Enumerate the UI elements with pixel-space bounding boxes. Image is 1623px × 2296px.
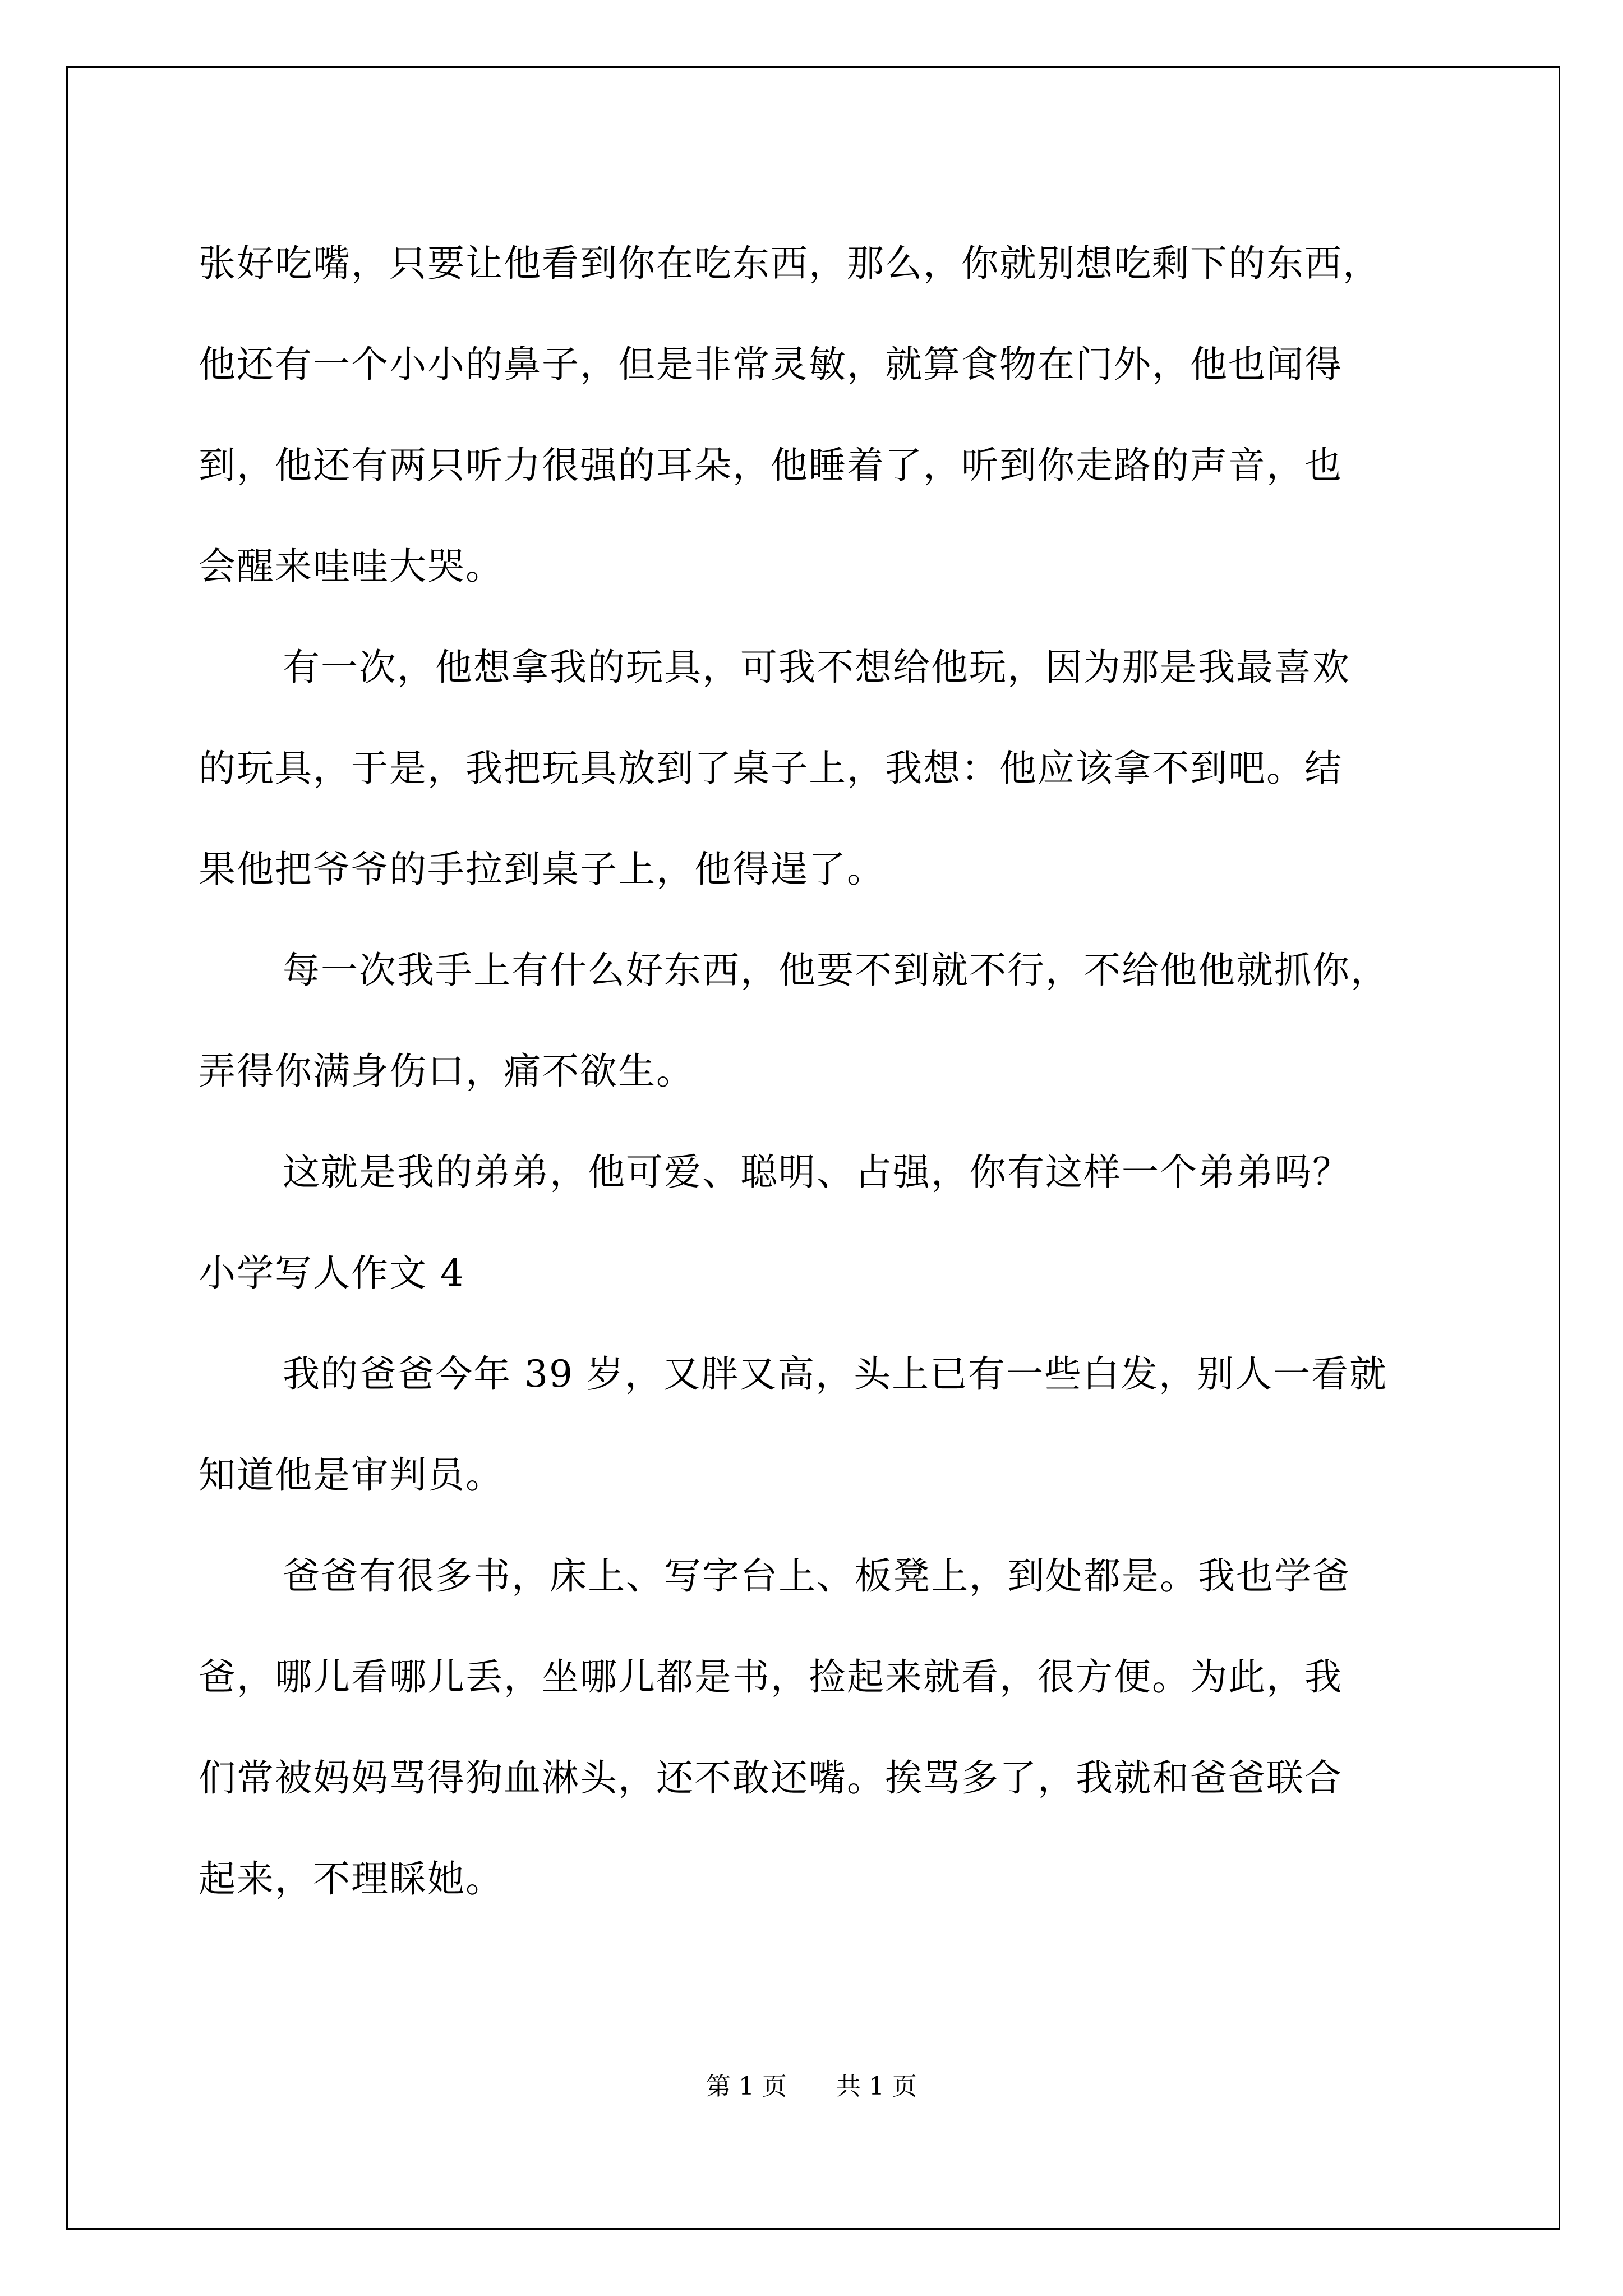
text-line: 起来，不理睬她。 (199, 1857, 504, 1901)
text-line: 到，他还有两只听力很强的耳朵，他睡着了，听到你走路的声音，也 (199, 444, 1343, 487)
text-line: 每一次我手上有什么好东西，他要不到就不行，不给他他就抓你， (283, 949, 1389, 992)
page-footer (0, 2070, 1623, 2104)
text-line: 我的爸爸今年 39 岁，又胖又高，头上已有一些白发，别人一看就 (283, 1352, 1387, 1396)
text-line: 张好吃嘴，只要让他看到你在吃东西，那么，你就别想吃剩下的东西， (199, 242, 1381, 285)
text-line: 这就是我的弟弟，他可爱、聪明、占强，你有这样一个弟弟吗？ (283, 1151, 1350, 1194)
text-line: 的玩具，于是，我把玩具放到了桌子上，我想：他应该拿不到吧。结 (199, 747, 1343, 790)
page-total: 共 1 页 (836, 2072, 917, 2101)
text-line: 爸爸有很多书，床上、写字台上、板凳上，到处都是。我也学爸 (283, 1554, 1350, 1598)
text-line: 知道他是审判员。 (199, 1453, 504, 1497)
page-number: 第 1 页 (706, 2072, 787, 2101)
text-line: 果他把爷爷的手拉到桌子上，他得逞了。 (199, 848, 885, 891)
text-line: 会醒来哇哇大哭。 (199, 545, 504, 588)
text-line: 爸，哪儿看哪儿丢，坐哪儿都是书，捡起来就看，很方便。为此，我 (199, 1655, 1343, 1699)
document-body (199, 213, 1444, 1930)
text-line: 有一次，他想拿我的玩具，可我不想给他玩，因为那是我最喜欢 (283, 646, 1350, 689)
text-line: 弄得你满身伤口，痛不欲生。 (199, 1050, 694, 1093)
text-line: 们常被妈妈骂得狗血淋头，还不敢还嘴。挨骂多了，我就和爸爸联合 (199, 1756, 1343, 1800)
section-heading: 小学写人作文 4 (199, 1251, 465, 1295)
text-line: 他还有一个小小的鼻子，但是非常灵敏，就算食物在门外，他也闻得 (199, 343, 1343, 386)
